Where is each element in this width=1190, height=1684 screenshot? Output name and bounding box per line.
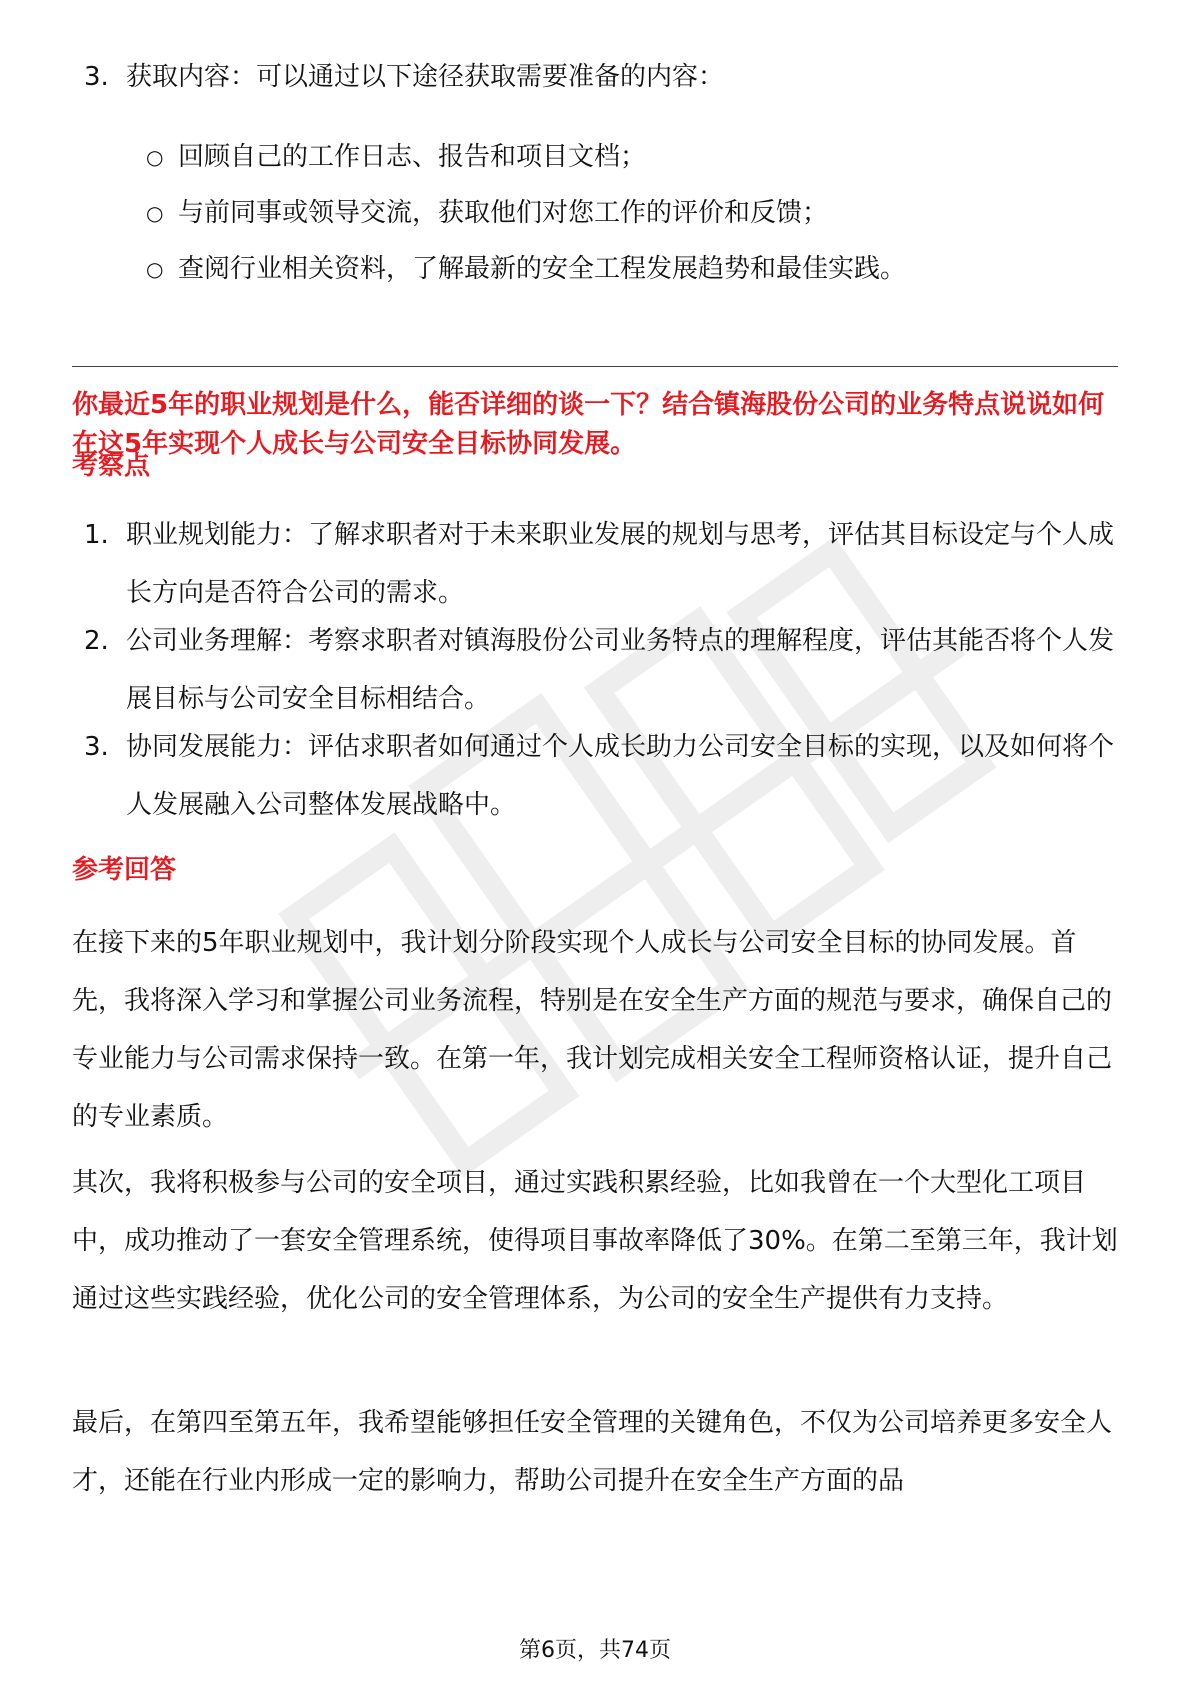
sub-list-text: 与前同事或领导交流，获取他们对您工作的评价和反馈； [178,198,829,228]
circle-bullet-icon: ○ [146,201,164,225]
list-text: 公司业务理解：考察求职者对镇海股份公司业务特点的理解程度，评估其能否将个人发展目标与公司安全目标相结合。 [126,626,1115,714]
circle-bullet-icon: ○ [146,145,164,169]
answer-paragraph-2: 其次，我将积极参与公司的安全项目，通过实践积累经验，比如我曾在一个大型化工项目中，成功推动了一套安全管理系统，使得项目事故率降低了30%。在第二至第三年，我计划通过这些实践经验，优化公司的安全管理体系，为公司的安全生产提供有力支持。 [72,1168,1118,1314]
list-text: 职业规划能力：了解求职者对于未来职业发展的规划与思考，评估其目标设定与个人成长方向是否符合公司的需求。 [126,520,1115,608]
list-text: 获取内容：可以通过以下途径获取需要准备的内容： [126,62,725,92]
list-number: 3. [84,62,109,92]
list-text: 协同发展能力：评估求职者如何通过个人成长助力公司安全目标的实现，以及如何将个人发展融入公司整体发展战略中。 [126,732,1115,820]
list-number: 1. [84,520,109,550]
section-divider [72,366,1118,367]
answer-paragraph-3: 最后，在第四至第五年，我希望能够担任安全管理的关键角色，不仅为公司培养更多安全人才，还能在行业内形成一定的影响力，帮助公司提升在安全生产方面的品 [72,1408,1113,1496]
list-number: 3. [84,732,109,762]
list-number: 2. [84,626,109,656]
sub-list-text: 回顾自己的工作日志、报告和项目文档； [178,142,647,172]
circle-bullet-icon: ○ [146,257,164,281]
page-number-footer: 第6页，共74页 [519,1638,671,1663]
exam-points-heading: 考察点 [72,451,151,481]
answer-paragraph-1: 在接下来的5年职业规划中，我计划分阶段实现个人成长与公司安全目标的协同发展。首先，我将深入学习和掌握公司业务流程，特别是在安全生产方面的规范与要求，确保自己的专业能力与公司需求保持一致。在第一年，我计划完成相关安全工程师资格认证，提升自己的专业素质。 [72,928,1113,1132]
interview-question: 你最近5年的职业规划是什么，能否详细的谈一下？结合镇海股份公司的业务特点说说如何在这5年实现个人成长与公司安全目标协同发展。 [72,390,1105,459]
sub-list-text: 查阅行业相关资料，了解最新的安全工程发展趋势和最佳实践。 [178,254,907,284]
answer-heading: 参考回答 [72,855,177,885]
